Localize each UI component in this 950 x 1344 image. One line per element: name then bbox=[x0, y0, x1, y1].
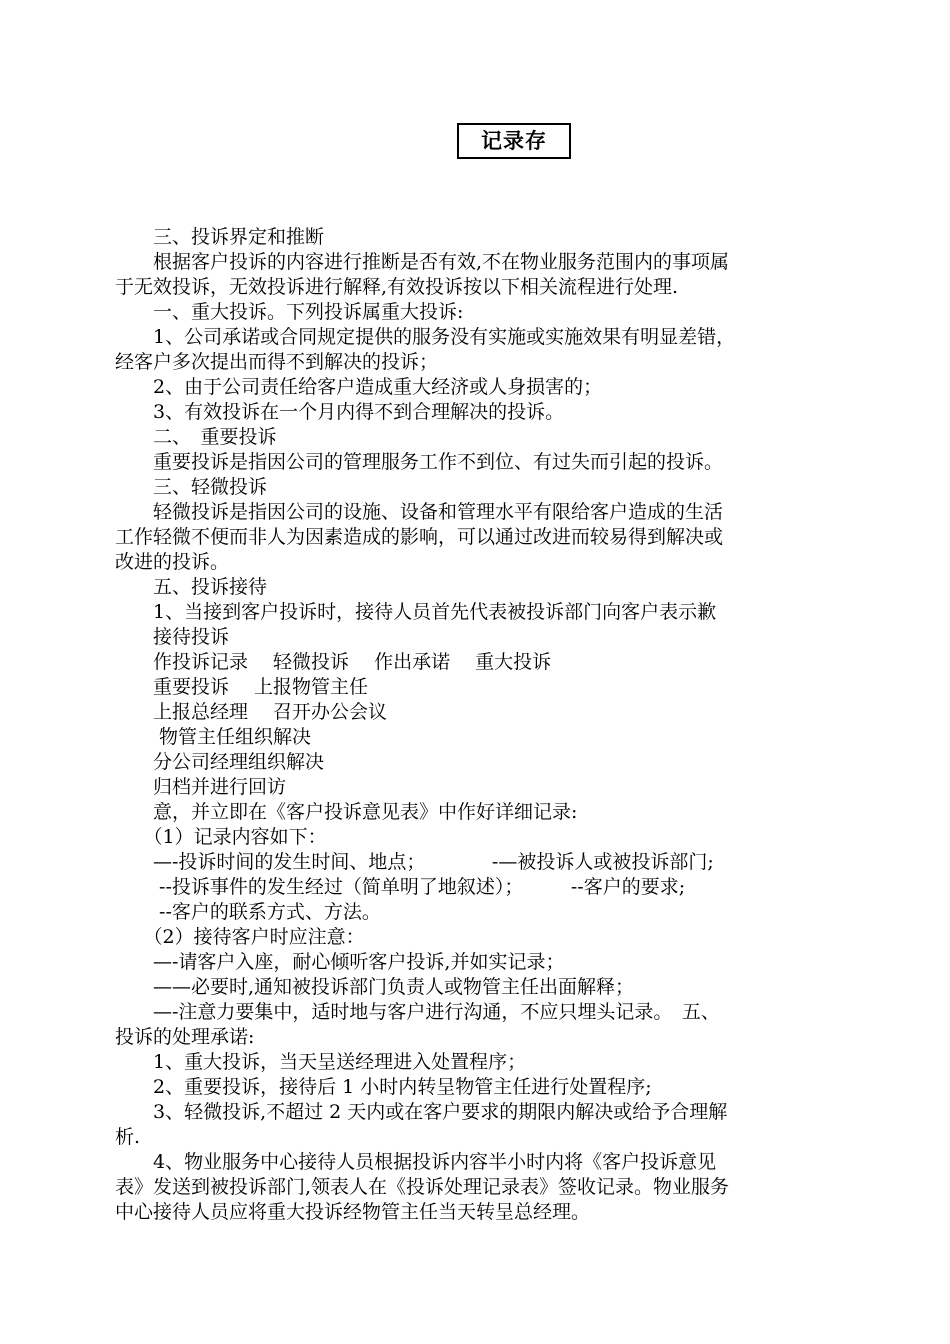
text-line: 归档并进行回访 bbox=[115, 776, 287, 798]
text-line: 改进的投诉。 bbox=[115, 551, 230, 573]
text-line: 2、重要投诉，接待后 1 小时内转呈物管主任进行处置程序; bbox=[115, 1076, 652, 1098]
text-line: 二、 重要投诉 bbox=[115, 426, 277, 448]
text-line: 3、有效投诉在一个月内得不到合理解决的投诉。 bbox=[115, 401, 565, 423]
text-line: 3、轻微投诉,不超过 2 天内或在客户要求的期限内解决或给予合理解 bbox=[115, 1101, 728, 1123]
text-line: 三、轻微投诉 bbox=[115, 476, 268, 498]
text-line: 1、公司承诺或合同规定提供的服务没有实施或实施效果有明显差错， bbox=[115, 326, 736, 348]
text-line: 经客户多次提出而得不到解决的投诉； bbox=[115, 351, 439, 373]
text-line: 作投诉记录 轻微投诉 作出承诺 重大投诉 bbox=[115, 651, 552, 673]
text-line: 2、由于公司责任给客户造成重大经济或人身损害的； bbox=[115, 376, 603, 398]
text-line: 轻微投诉是指因公司的设施、设备和管理水平有限给客户造成的生活 bbox=[115, 501, 724, 523]
text-line: 三、投诉界定和推断 bbox=[115, 226, 325, 248]
document-title: 记录存 bbox=[457, 123, 571, 159]
text-line: 1、重大投诉，当天呈送经理进入处置程序； bbox=[115, 1051, 527, 1073]
text-line: 重要投诉是指因公司的管理服务工作不到位、有过失而引起的投诉。 bbox=[115, 451, 724, 473]
text-line: --客户的联系方式、方法。 bbox=[115, 901, 381, 923]
text-line: ——必要时,通知被投诉部门负责人或物管主任出面解释； bbox=[115, 976, 635, 998]
text-line: —-投诉时间的发生时间、地点； -—被投诉人或被投诉部门; bbox=[115, 851, 714, 873]
text-line: 意，并立即在《客户投诉意见表》中作好详细记录: bbox=[115, 801, 578, 823]
text-line: 表》发送到被投诉部门,领表人在《投诉处理记录表》签收记录。物业服务 bbox=[115, 1176, 730, 1198]
text-line: 重要投诉 上报物管主任 bbox=[115, 676, 369, 698]
text-line: 1、当接到客户投诉时，接待人员首先代表被投诉部门向客户表示歉 bbox=[115, 601, 717, 623]
text-line: 投诉的处理承诺: bbox=[115, 1026, 255, 1048]
text-line: --投诉事件的发生经过（简单明了地叙述）； --客户的要求; bbox=[115, 876, 686, 898]
text-line: 于无效投诉，无效投诉进行解释,有效投诉按以下相关流程进行处理. bbox=[115, 276, 679, 298]
text-line: 五、投诉接待 bbox=[115, 576, 268, 598]
text-line: 中心接待人员应将重大投诉经物管主任当天转呈总经理。 bbox=[115, 1201, 591, 1223]
text-line: 工作轻微不便而非人为因素造成的影响，可以通过改进而较易得到解决或 bbox=[115, 526, 724, 548]
text-line: —-请客户入座，耐心倾听客户投诉,并如实记录； bbox=[115, 951, 565, 973]
text-line: 上报总经理 召开办公会议 bbox=[115, 701, 388, 723]
text-line: 根据客户投诉的内容进行推断是否有效,不在物业服务范围内的事项属 bbox=[115, 251, 730, 273]
text-line: 一、重大投诉。下列投诉属重大投诉: bbox=[115, 301, 464, 323]
text-line: —-注意力要集中，适时地与客户进行沟通，不应只埋头记录。 五、 bbox=[115, 1001, 720, 1023]
text-line: （1）记录内容如下： bbox=[115, 826, 327, 848]
text-line: 析. bbox=[115, 1126, 141, 1148]
text-line: 分公司经理组织解决 bbox=[115, 751, 325, 773]
text-line: 接待投诉 bbox=[115, 626, 230, 648]
text-line: 物管主任组织解决 bbox=[115, 726, 312, 748]
text-line: 4、物业服务中心接待人员根据投诉内容半小时内将《客户投诉意见 bbox=[115, 1151, 717, 1173]
text-line: （2）接待客户时应注意： bbox=[115, 926, 365, 948]
